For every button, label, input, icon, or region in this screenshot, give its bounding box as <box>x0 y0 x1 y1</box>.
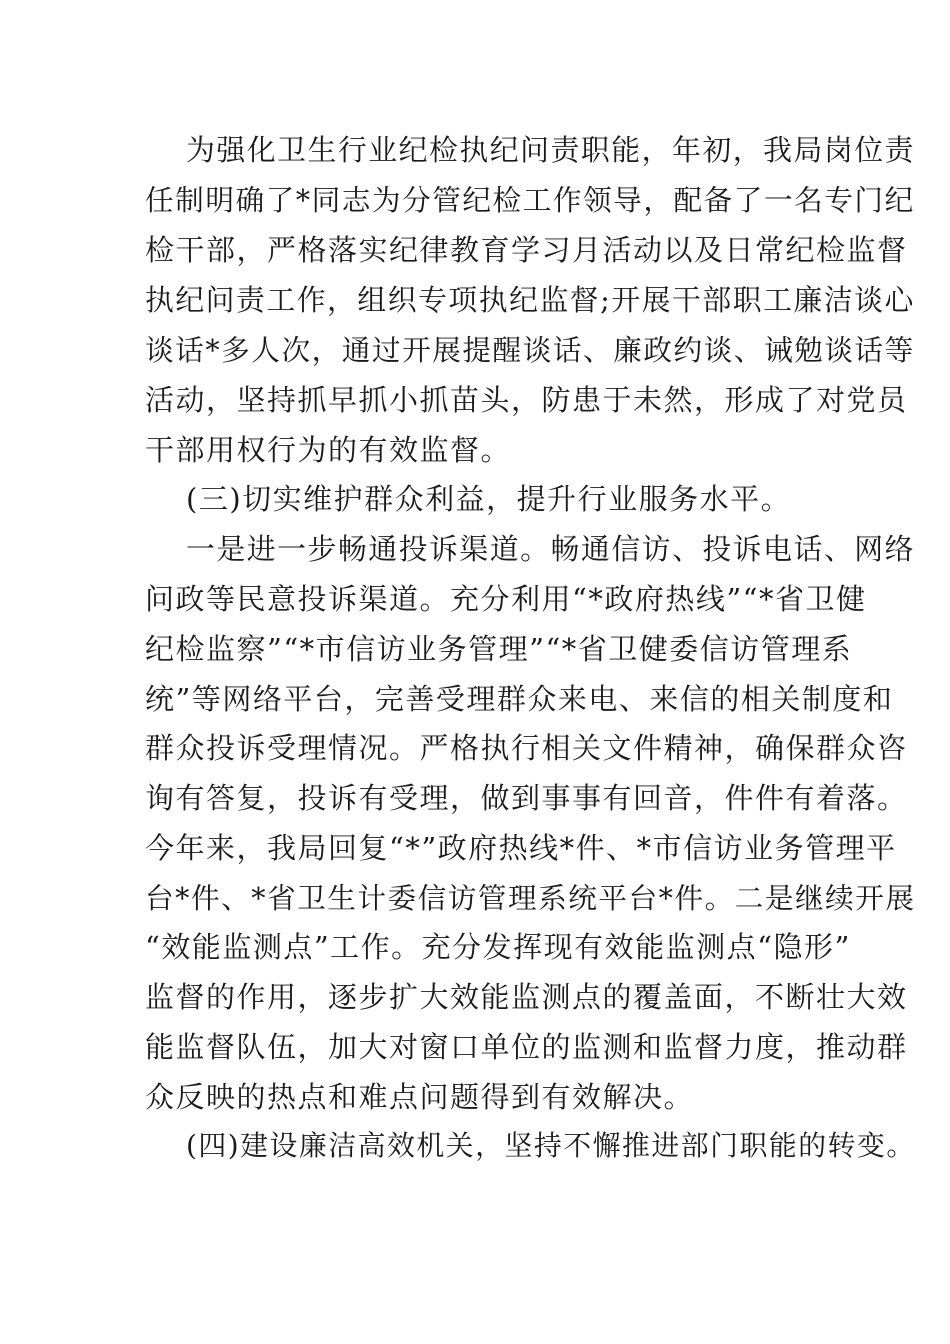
text-line-18: 监督的作用，逐步扩大效能监测点的覆盖面，不断壮大效 <box>145 980 908 1014</box>
text-line-6: 活动，坚持抓早抓小抓苗头，防患于未然，形成了对党员 <box>145 383 908 417</box>
text-line-15: 今年来，我局回复“*”政府热线*件、*市信访业务管理平 <box>145 831 897 865</box>
text-line-3: 检干部，严格落实纪律教育学习月活动以及日常纪检监督 <box>145 233 908 267</box>
text-line-13: 群众投诉受理情况。严格执行相关文件精神，确保群众咨 <box>145 731 908 765</box>
text-line-17: “效能监测点”工作。充分发挥现有效能监测点“隐形” <box>145 930 851 964</box>
section-heading-4: (四)建设廉洁高效机关，坚持不懈推进部门职能的转变。 <box>186 1129 916 1162</box>
text-line-14: 询有答复，投诉有受理，做到事事有回音，件件有着落。 <box>145 781 908 815</box>
text-line-11: 纪检监察”“*市信访业务管理”“*省卫健委信访管理系 <box>145 632 853 666</box>
text-line-19: 能监督队伍，加大对窗口单位的监测和监督力度，推动群 <box>145 1030 908 1064</box>
text-line-4: 执纪问责工作，组织专项执纪监督;开展干部职工廉洁谈心 <box>145 283 915 317</box>
text-line-10: 问政等民意投诉渠道。充分利用“*政府热线”“*省卫健 <box>145 582 867 616</box>
text-line-9: 一是进一步畅通投诉渠道。畅通信访、投诉电话、网络 <box>186 532 916 566</box>
text-line-2: 任制明确了*同志为分管纪检工作领导，配备了一名专门纪 <box>145 183 915 217</box>
text-line-16: 台*件、*省卫生计委信访管理系统平台*件。二是继续开展 <box>145 881 916 915</box>
text-line-5: 谈话*多人次，通过开展提醒谈话、廉政约谈、诫勉谈话等 <box>145 333 915 367</box>
text-line-20: 众反映的热点和难点问题得到有效解决。 <box>145 1080 695 1114</box>
section-heading-3: (三)切实维护群众利益，提升行业服务水平。 <box>186 482 792 516</box>
text-line-7: 干部用权行为的有效监督。 <box>145 433 512 467</box>
text-line-1: 为强化卫生行业纪检执纪问责职能，年初，我局岗位责 <box>186 133 916 167</box>
text-line-12: 统”等网络平台，完善受理群众来电、来信的相关制度和 <box>145 682 894 716</box>
